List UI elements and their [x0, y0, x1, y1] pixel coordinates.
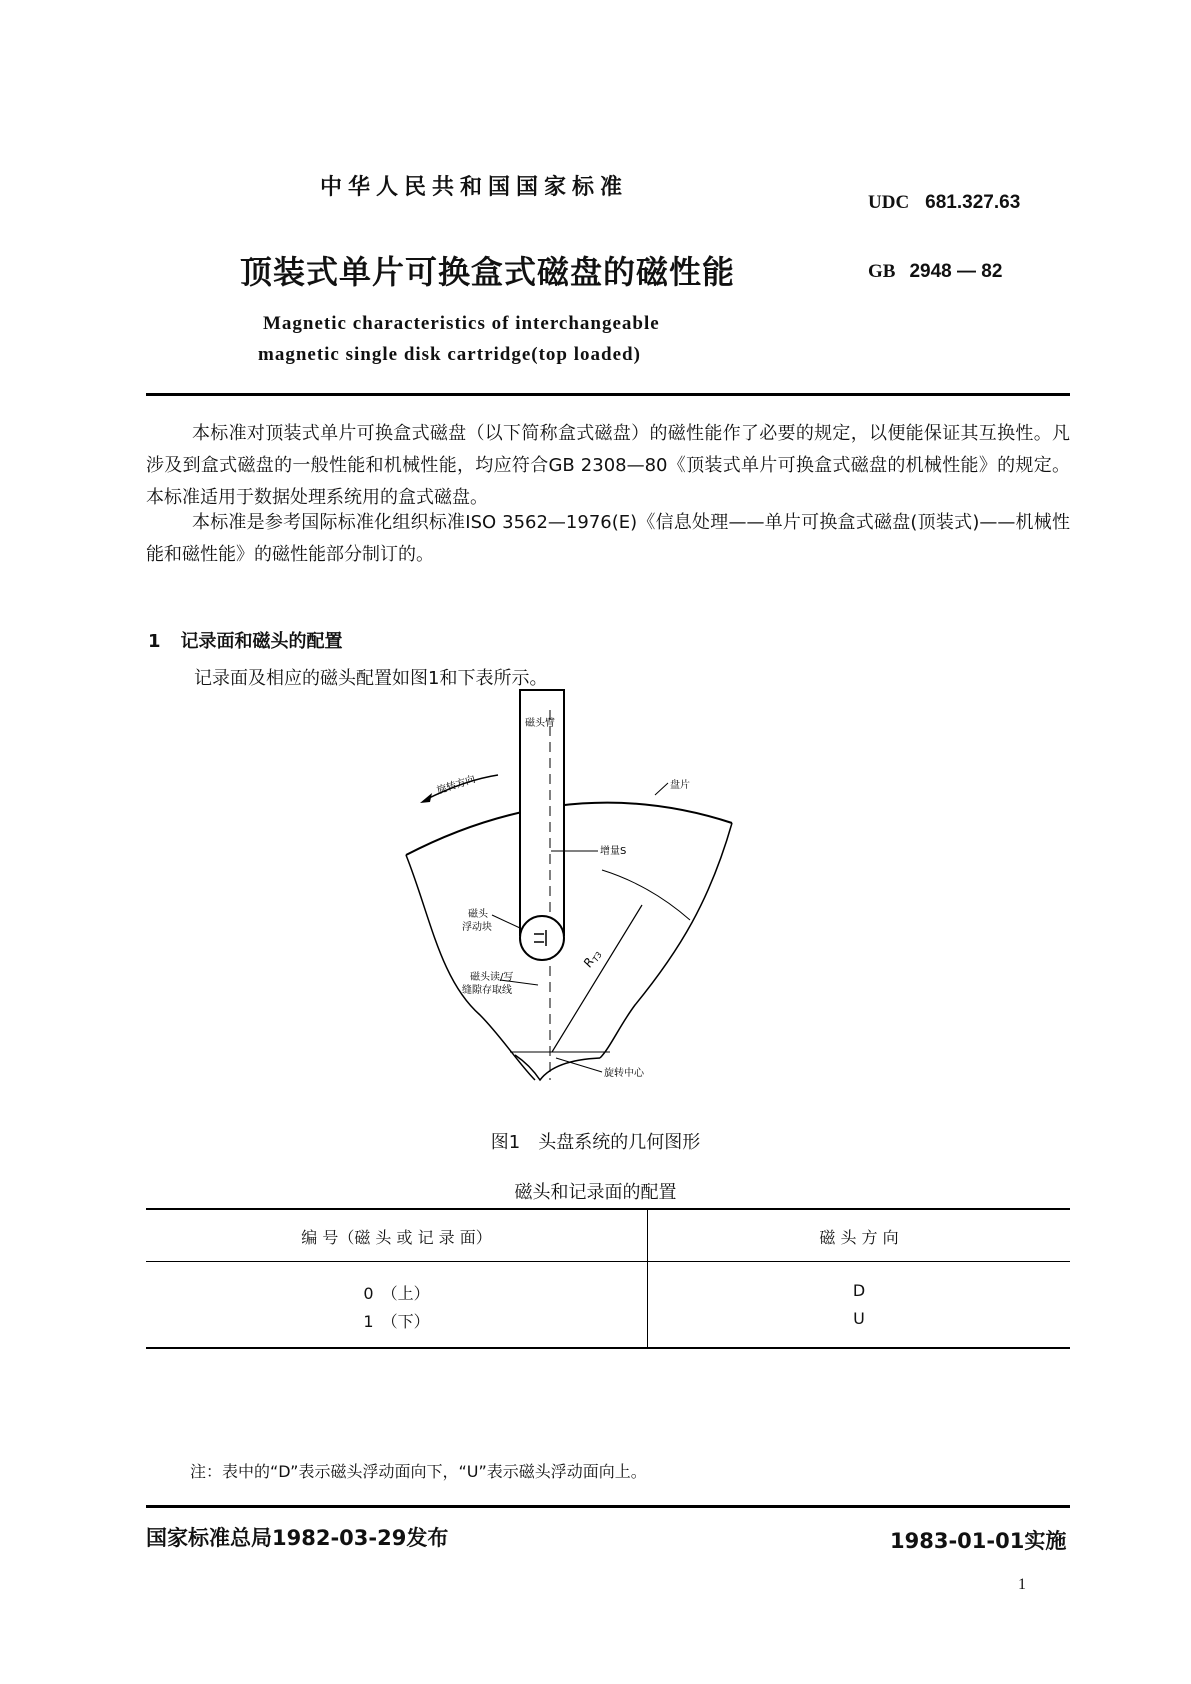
track-arc	[602, 870, 690, 920]
effective-date: 1983-01-01实施	[890, 1529, 1067, 1553]
label-gap-1: 磁头读/写	[470, 972, 514, 983]
radius-line	[552, 905, 642, 1052]
header-divider	[146, 393, 1070, 396]
label-slider-1: 磁头	[468, 909, 488, 920]
label-radius-main: R	[580, 955, 597, 970]
table-title: 磁头和记录面的配置	[514, 1182, 677, 1203]
disk-outer-arc	[406, 803, 732, 855]
udc-code	[868, 192, 1020, 214]
english-title-line2: magnetic single disk cartridge(top loaded)	[258, 344, 641, 365]
label-center: 旋转中心	[604, 1068, 644, 1079]
udc-label: UDC	[868, 192, 910, 213]
issued-date: 国家标准总局1982-03-29发布	[146, 1526, 449, 1550]
paragraph-1: 本标准对顶装式单片可换盒式磁盘（以下简称盒式磁盘）的磁性能作了必要的规定，以便能保证其互换性。凡涉及到盒式磁盘的一般性能和机械性能，均应符合GB 2308—80《顶装式单片可换盒式磁盘的机械性能》的规定。本标准适用于数据处理系统用的盒式磁盘。	[146, 423, 1070, 508]
table-bottom-rule	[146, 1347, 1070, 1349]
head-slider	[520, 916, 564, 960]
section-1-title: 记录面和磁头的配置	[180, 631, 343, 652]
table-header-rule	[146, 1261, 1070, 1262]
gb-label: GB	[868, 261, 896, 282]
paragraph-2: 本标准是参考国际标准化组织标准ISO 3562—1976(E)《信息处理——单片可换盒式磁盘(顶装式)——机械性能和磁性能》的磁性能部分制订的。	[146, 512, 1070, 565]
label-increment: 增量S	[600, 846, 627, 857]
section-1-heading	[148, 627, 343, 653]
country-standard-heading: 中华人民共和国国家标准	[320, 175, 629, 200]
section-1-number: 1	[148, 631, 161, 652]
page-number: 1	[1018, 1576, 1026, 1593]
label-disk: 盘片	[670, 780, 690, 791]
section-1-text: 记录面及相应的磁头配置如图1和下表所示。	[194, 668, 548, 689]
table-row	[146, 1309, 1070, 1329]
table-top-rule	[146, 1208, 1070, 1210]
table-cell-direction: D	[852, 1281, 866, 1300]
table-header-number: 编 号（磁 头 或 记 录 面）	[301, 1228, 492, 1247]
head-disk-geometry-figure	[380, 680, 780, 1100]
label-slider-2: 浮动块	[462, 922, 492, 933]
gb-value: 2948 — 82	[909, 261, 1003, 282]
table-header-direction: 磁 头 方 向	[819, 1228, 899, 1247]
document-title: 顶装式单片可换盒式磁盘的磁性能	[240, 253, 736, 291]
footer-divider	[146, 1505, 1070, 1508]
label-rotation: 旋转方向	[435, 774, 477, 797]
label-radius-sub: T3	[591, 950, 604, 964]
label-arm: 磁头臂	[525, 718, 555, 729]
gb-code	[868, 261, 1002, 283]
label-radius	[581, 947, 604, 971]
table-cell-number: 0 （上）	[363, 1284, 430, 1303]
figure-caption: 图1 头盘系统的几何图形	[490, 1132, 701, 1153]
label-gap-2: 缝隙存取线	[462, 985, 512, 996]
udc-value: 681.327.63	[925, 192, 1021, 213]
table-cell-number: 1 （下）	[363, 1312, 430, 1331]
table-row	[146, 1281, 1070, 1301]
table-header-row	[146, 1225, 1070, 1245]
english-title-line1: Magnetic characteristics of interchangeable	[263, 313, 660, 334]
table-note: 注：表中的“D”表示磁头浮动面向下，“U”表示磁头浮动面向上。	[190, 1462, 647, 1481]
disk-left-edge	[406, 855, 535, 1080]
table-cell-direction: U	[853, 1309, 865, 1328]
